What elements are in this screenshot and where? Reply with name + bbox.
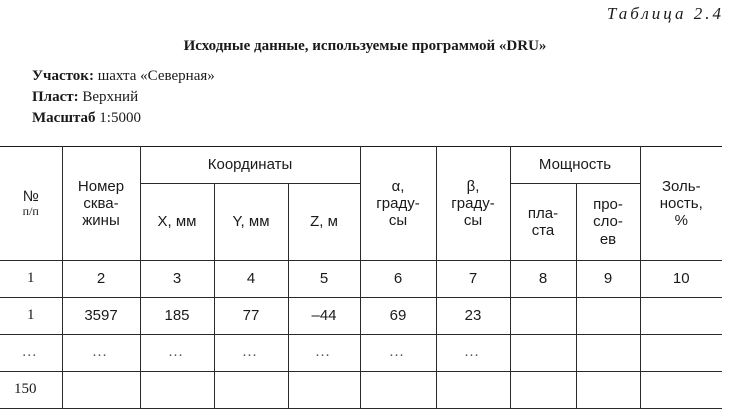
table-cell: [640, 372, 722, 409]
meta-seam: [32, 89, 138, 106]
table-row: [0, 261, 722, 298]
table-cell: 9: [576, 261, 640, 298]
header-line: %: [674, 212, 688, 230]
table-cell: –44: [288, 298, 360, 335]
table-cell: 185: [140, 298, 214, 335]
meta-site: [32, 68, 215, 85]
meta-label: Пласт:: [32, 89, 79, 105]
table-cell: 23: [436, 298, 510, 335]
table-cell: 4: [214, 261, 288, 298]
table-cell: 3: [140, 261, 214, 298]
header-line: β,: [466, 177, 480, 195]
table-cell: [576, 372, 640, 409]
header-x: X, мм: [140, 184, 214, 261]
header-line: сы: [388, 212, 408, 230]
table-cell: [576, 335, 640, 372]
table-cell: [640, 335, 722, 372]
table-cell: 69: [360, 298, 436, 335]
table-row: [0, 298, 722, 335]
header-line: пла-: [527, 204, 559, 222]
table-title: Исходные данные, используемые программой «DRU»: [183, 38, 547, 54]
table-cell: [360, 372, 436, 409]
meta-value: Верхний: [82, 89, 139, 105]
data-table: [0, 146, 722, 409]
table-row: [0, 335, 722, 372]
header-line: граду-: [376, 194, 420, 212]
table-cell: …: [288, 335, 360, 372]
table-cell: [140, 372, 214, 409]
table-cell: …: [436, 335, 510, 372]
header-line: №: [22, 187, 39, 205]
header-line: ев: [599, 230, 617, 248]
header-line: жины: [82, 212, 120, 230]
header-line: про-: [593, 196, 623, 214]
table-row: [0, 372, 722, 409]
table-cell: …: [0, 335, 62, 372]
header-line: α,: [391, 177, 405, 195]
table-cell: 1: [0, 298, 62, 335]
header-line: п/п: [22, 204, 39, 219]
table-cell: [640, 298, 722, 335]
table-cell: 2: [62, 261, 140, 298]
table-cell: [214, 372, 288, 409]
header-ash: [640, 147, 722, 261]
meta-label: Масштаб: [32, 110, 96, 126]
table-cell: [510, 372, 576, 409]
header-beta: [436, 147, 510, 261]
meta-scale: [32, 110, 141, 127]
table-cell: …: [360, 335, 436, 372]
table-cell: 10: [640, 261, 722, 298]
table-cell: [576, 298, 640, 335]
header-line: сы: [463, 212, 483, 230]
table-cell: 77: [214, 298, 288, 335]
header-line: ность,: [659, 194, 703, 212]
table-cell: …: [62, 335, 140, 372]
table-cell: 3597: [62, 298, 140, 335]
header-thickness: Мощность: [510, 147, 640, 184]
meta-value: шахта «Северная»: [97, 68, 215, 84]
table-cell: 5: [288, 261, 360, 298]
table-cell: [62, 372, 140, 409]
table-cell: [510, 298, 576, 335]
table-cell: [510, 335, 576, 372]
table-cell: 150: [0, 372, 62, 409]
meta-label: Участок:: [32, 68, 94, 84]
meta-value: 1:5000: [99, 110, 141, 126]
header-well: [62, 147, 140, 261]
header-z: Z, м: [288, 184, 360, 261]
table-caption: Таблица 2.4: [606, 4, 724, 23]
header-y: Y, мм: [214, 184, 288, 261]
header-seam: [510, 184, 576, 261]
header-line: Номер: [77, 177, 125, 195]
table-cell: [288, 372, 360, 409]
header-line: Золь-: [661, 177, 701, 195]
table-cell: [436, 372, 510, 409]
header-line: ста: [531, 222, 555, 239]
table-cell: 1: [0, 261, 62, 298]
header-num: [0, 147, 62, 261]
table-cell: …: [214, 335, 288, 372]
header-line: граду-: [451, 194, 495, 212]
header-alpha: [360, 147, 436, 261]
table-cell: 8: [510, 261, 576, 298]
table-cell: …: [140, 335, 214, 372]
header-line: сква-: [83, 194, 119, 212]
table-cell: 7: [436, 261, 510, 298]
table-cell: 6: [360, 261, 436, 298]
header-interlayer: [576, 184, 640, 261]
header-line: сло-: [593, 213, 623, 231]
header-coords: Координаты: [140, 147, 360, 184]
